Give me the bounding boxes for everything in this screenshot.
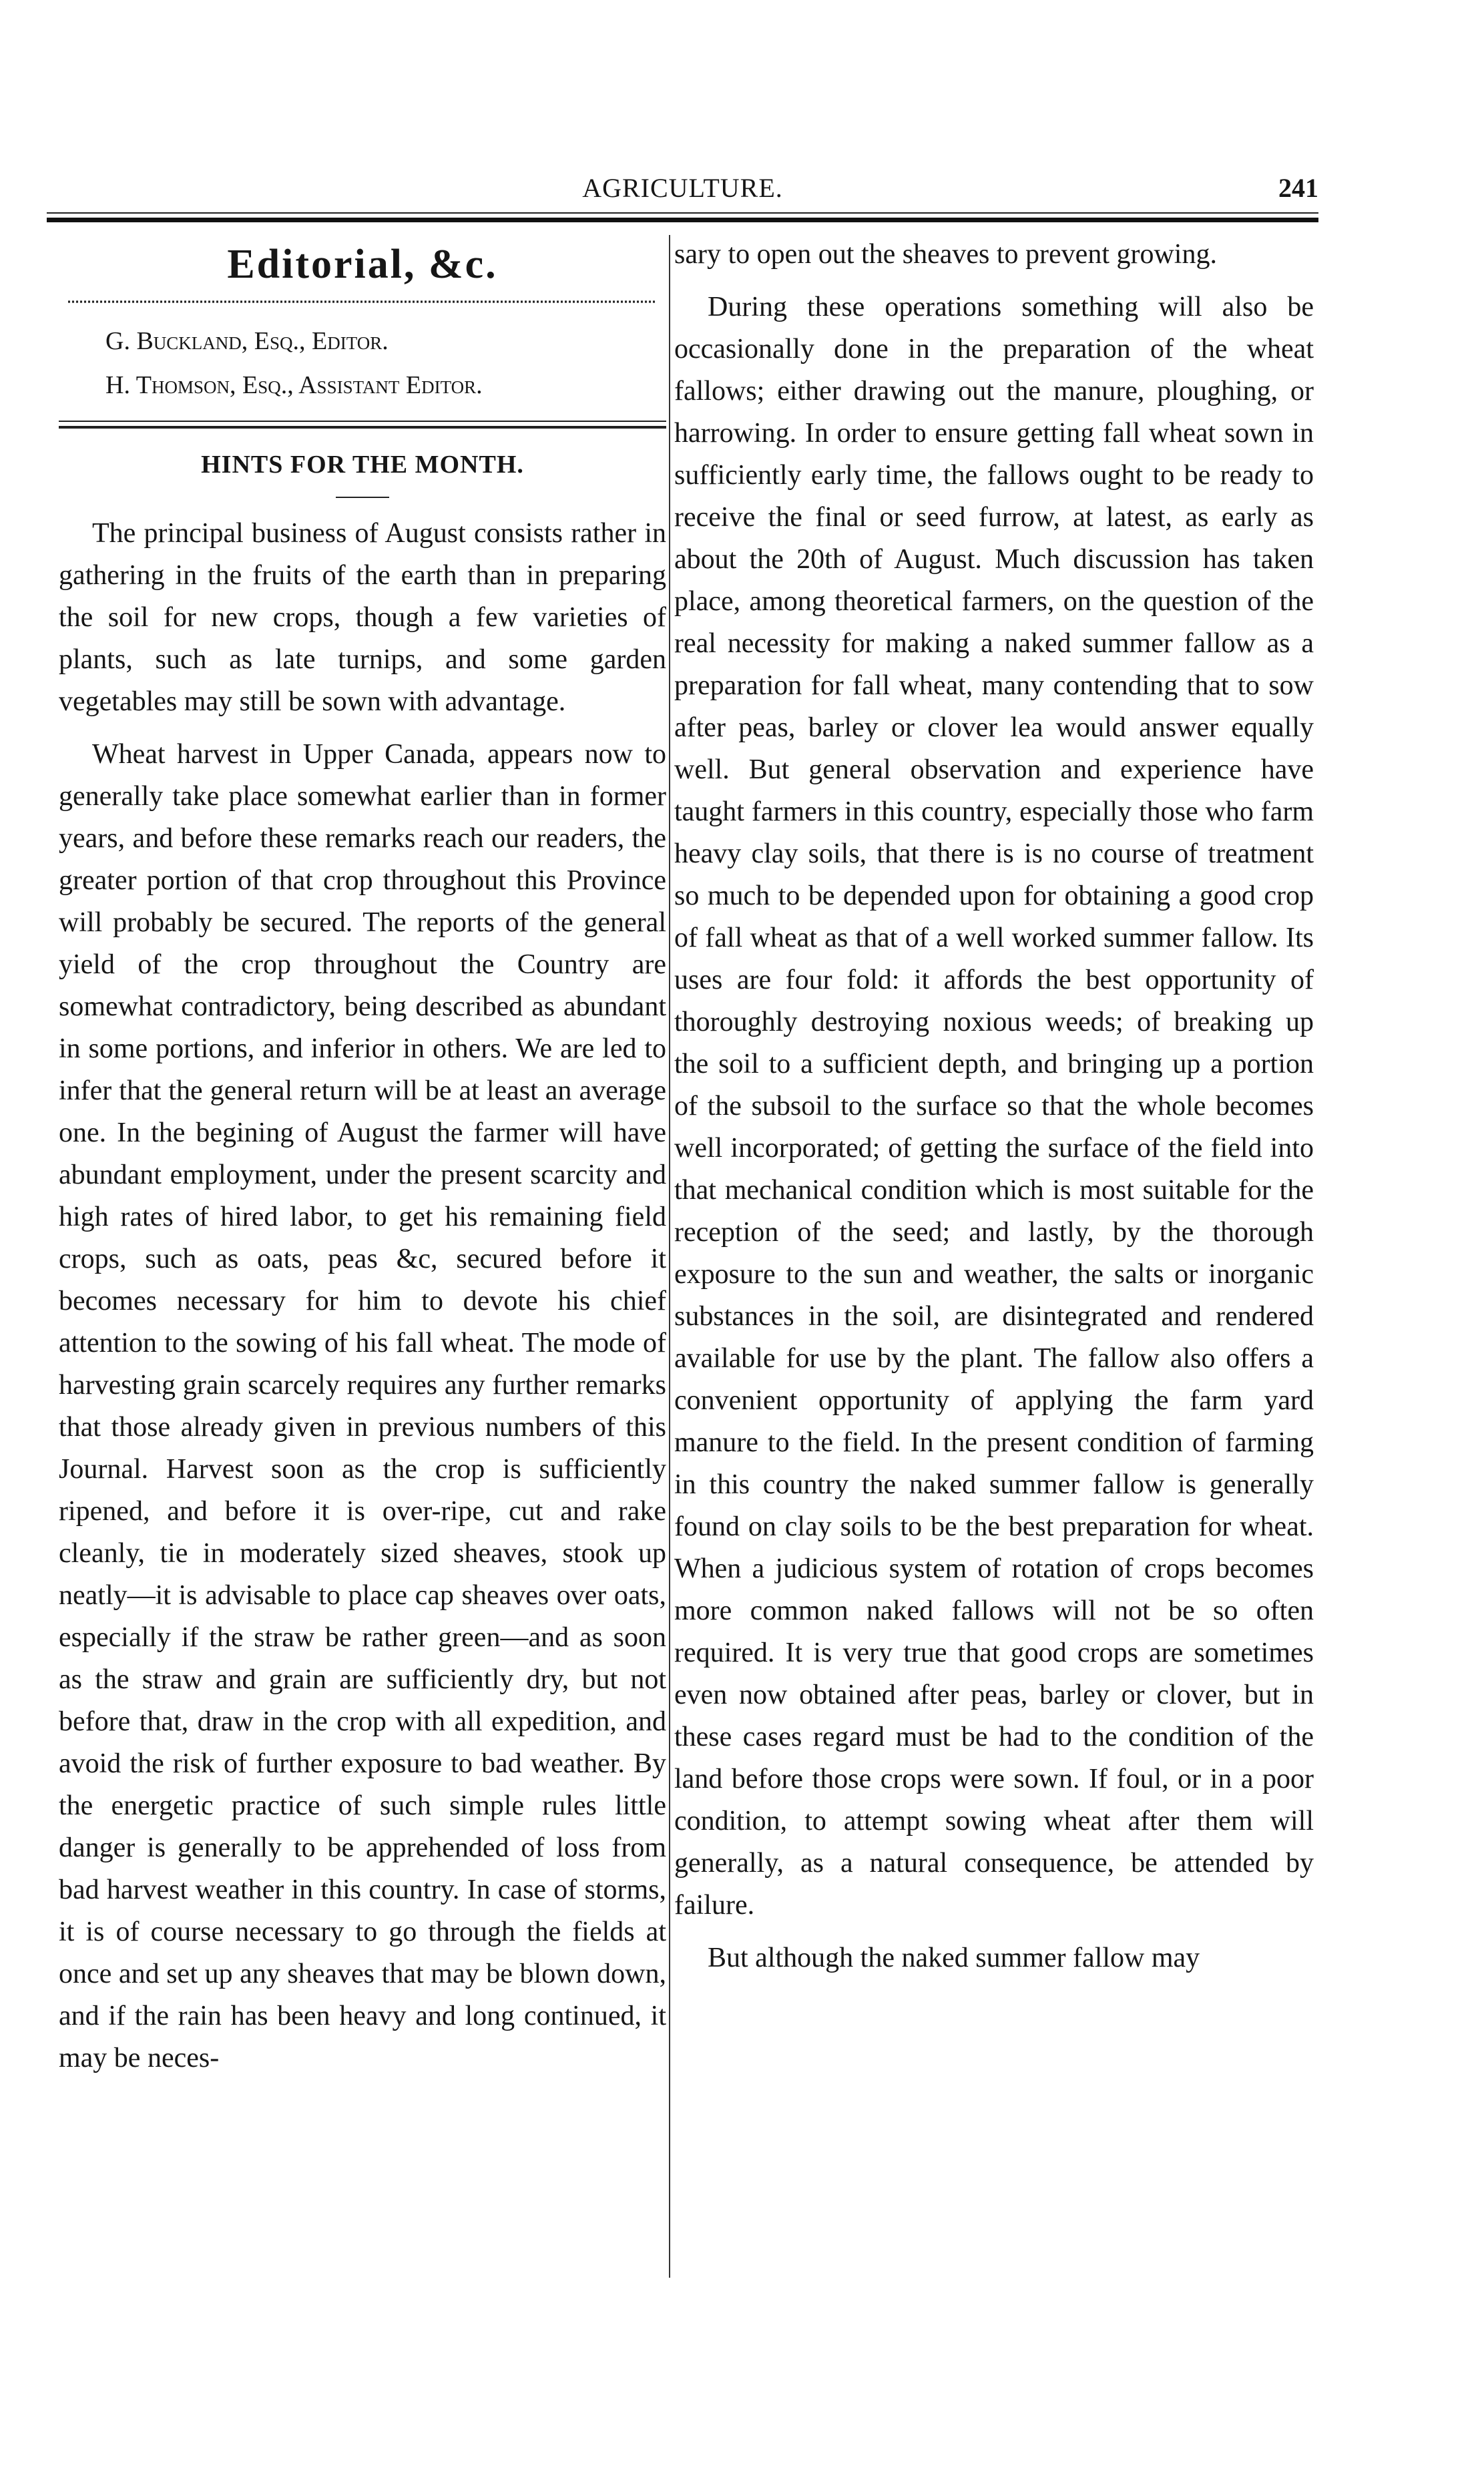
short-rule <box>336 497 389 498</box>
left-column <box>59 234 666 2090</box>
paragraph: Wheat harvest in Upper Canada, appears now to generally take place somewhat earlier than in former years, and before these remarks reach our readers, the greater portion of that crop throughout this Province will probably be secured. The reports of the general yield of the crop throughout the Country are somewhat contradictory, being described as abundant in some portions, and inferior in others. We are led to infer that the general return will be at least an average one. In the begining of August the farmer will have abundant employment, under the present scarcity and high rates of hired labor, to get his remaining field crops, such as oats, peas &c, secured before it becomes necessary for him to devote his chief attention to the sowing of his fall wheat. The mode of harvesting grain scarcely requires any further remarks that those already given in previous numbers of this Journal. Harvest soon as the crop is sufficiently ripened, and before it is over-ripe, cut and rake cleanly, tie in moderately sized sheaves, stook up neatly—it is advisable to place cap sheaves over oats, especially if the straw be rather green—and as soon as the straw and grain are sufficiently dry, but not before that, draw in the crop with all expedition, and avoid the risk of further exposure to bad weather. By the energetic practice of such simple rules little danger is generally to be apprehended of loss from bad harvest weather in this country. In case of storms, it is of course necessary to go through the fields at once and set up any sheaves that may be blown down, and if the rain has been heavy and long continued, it may be neces- <box>59 739 666 2073</box>
article-title: HINTS FOR THE MONTH. <box>201 451 524 479</box>
running-head <box>47 172 1318 212</box>
editorial-heading: Editorial, &c. <box>227 242 498 287</box>
header-rule-thick <box>47 218 1318 222</box>
page-number: 241 <box>1278 173 1318 203</box>
header-rule-thin <box>47 212 1318 214</box>
paragraph: The principal business of August consists rather in gathering in the fruits of the earth than in preparing the soil for new crops, though a few varieties of plants, such as late turnips, and some garden vegetables may still be sown with advantage. <box>59 518 666 717</box>
assistant-editor-line: H. Thomson, Esq., Assistant Editor. <box>105 371 483 399</box>
column-divider <box>669 235 670 2278</box>
paragraph-continued: sary to open out the sheaves to prevent growing. <box>674 239 1217 270</box>
running-title: AGRICULTURE. <box>582 173 783 203</box>
paragraph: But although the naked summer fallow may <box>708 1943 1200 1973</box>
paragraph: During these operations something will also be occasionally done in the preparation of the wheat fallows; either drawing out the manure, ploughing, or harrowing. In order to ensure getting fall wheat sown in sufficiently early time, the fallows ought to be ready to receive the final or seed furrow, at latest, as early as about the 20th of August. Much discussion has taken place, among theoretical farmers, on the question of the real necessity for making a naked summer fallow as a preparation for fall wheat, many contending that to sow after peas, barley or clover lea would answer equally well. But general observation and experience have taught farmers in this country, especially those who farm heavy clay soils, that there is is no course of treatment so much to be depended upon for obtaining a good crop of fall wheat as that of a well worked summer fallow. Its uses are four fold: it affords the best opportunity of thoroughly destroying noxious weeds; of breaking up the soil to a sufficient depth, and bringing up a portion of the subsoil to the surface so that the whole becomes well incorporated; of getting the surface of the field into that mechanical condition which is most suitable for the reception of the seed; and lastly, by the thorough exposure to the sun and weather, the salts or inorganic substances in the soil, are disintegrated and rendered available for use by the plant. The fallow also offers a convenient opportunity of applying the farm yard manure to the field. In the present condition of farming in this country the naked summer fallow is generally found on clay soils to be the best preparation for wheat. When a judicious system of rotation of crops becomes more common naked fallows will not be so often required. It is very true that good crops are sometimes even now obtained after peas, barley or clover, but in these cases regard must be had to the condition of the land before those crops were sown. If foul, or in a poor condition, to attempt sowing wheat after them will generally, as a natural consequence, be attended by failure. <box>674 292 1314 1921</box>
right-column <box>674 234 1314 1990</box>
wavy-rule <box>68 299 657 304</box>
editor-line: G. Buckland, Esq., Editor. <box>105 327 389 355</box>
double-rule <box>59 421 666 429</box>
